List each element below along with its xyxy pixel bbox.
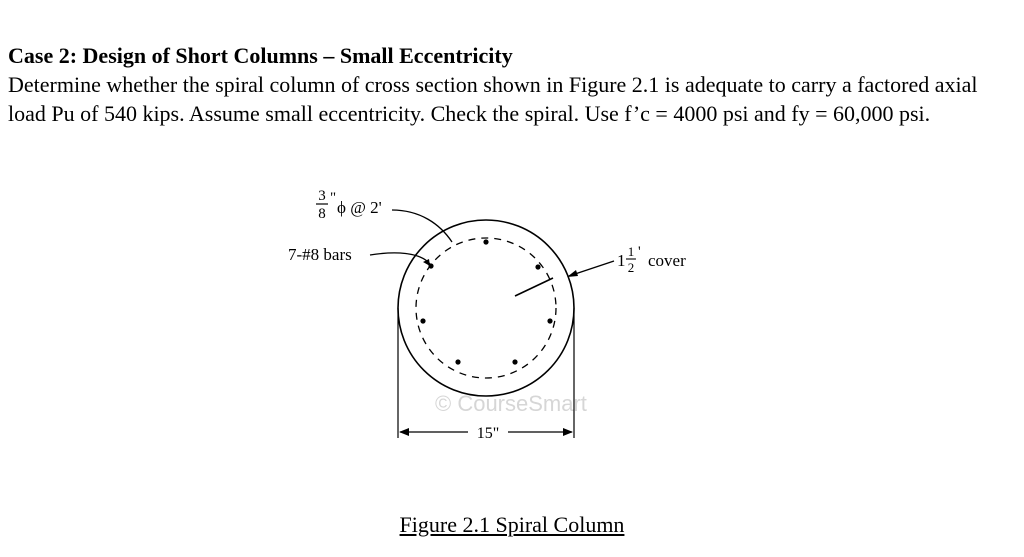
svg-text:": " (330, 190, 337, 206)
svg-text:1: 1 (627, 244, 635, 259)
svg-text:2: 2 (627, 260, 635, 275)
cover-dimension-line (515, 278, 553, 296)
problem-statement: Determine whether the spiral column of cross section shown in Figure 2.1 is adequate to carry a factored axial load Pu of 540 kips. Assume small eccentricity. Check the spiral. Use f’c = 4000 psi and fy = 60,000 psi. (8, 72, 978, 126)
spiral-spec-label (316, 188, 382, 222)
column-outline (398, 220, 574, 396)
svg-text:3: 3 (318, 188, 326, 204)
coursesmart-watermark: © CourseSmart (435, 391, 587, 416)
bars-label: 7-#8 bars (288, 245, 352, 264)
cover-arrowhead (567, 270, 578, 277)
bars-leader-line (370, 253, 430, 264)
svg-text:8: 8 (318, 206, 326, 222)
case-heading: Case 2: Design of Short Columns – Small Eccentricity (8, 43, 513, 68)
svg-text:': ' (638, 244, 641, 260)
spiral-column-figure (270, 180, 720, 450)
dimension-arrow-left (399, 428, 409, 436)
bar-dot (535, 264, 540, 269)
bar-dot (455, 359, 460, 364)
svg-text:1: 1 (617, 251, 626, 270)
svg-text:cover: cover (648, 251, 686, 270)
spiral-dashed-circle (416, 238, 556, 378)
bar-dot (420, 318, 425, 323)
bar-dot (483, 239, 488, 244)
cover-label (617, 244, 686, 275)
svg-text:ϕ @ 2': ϕ @ 2' (337, 198, 382, 217)
spiral-leader-line (392, 210, 452, 242)
dimension-arrow-right (563, 428, 573, 436)
figure-caption: Figure 2.1 Spiral Column (399, 512, 625, 537)
diameter-label: 15" (476, 425, 500, 442)
bar-dot (547, 318, 552, 323)
reinforcing-bars (420, 239, 552, 364)
bar-dot (512, 359, 517, 364)
